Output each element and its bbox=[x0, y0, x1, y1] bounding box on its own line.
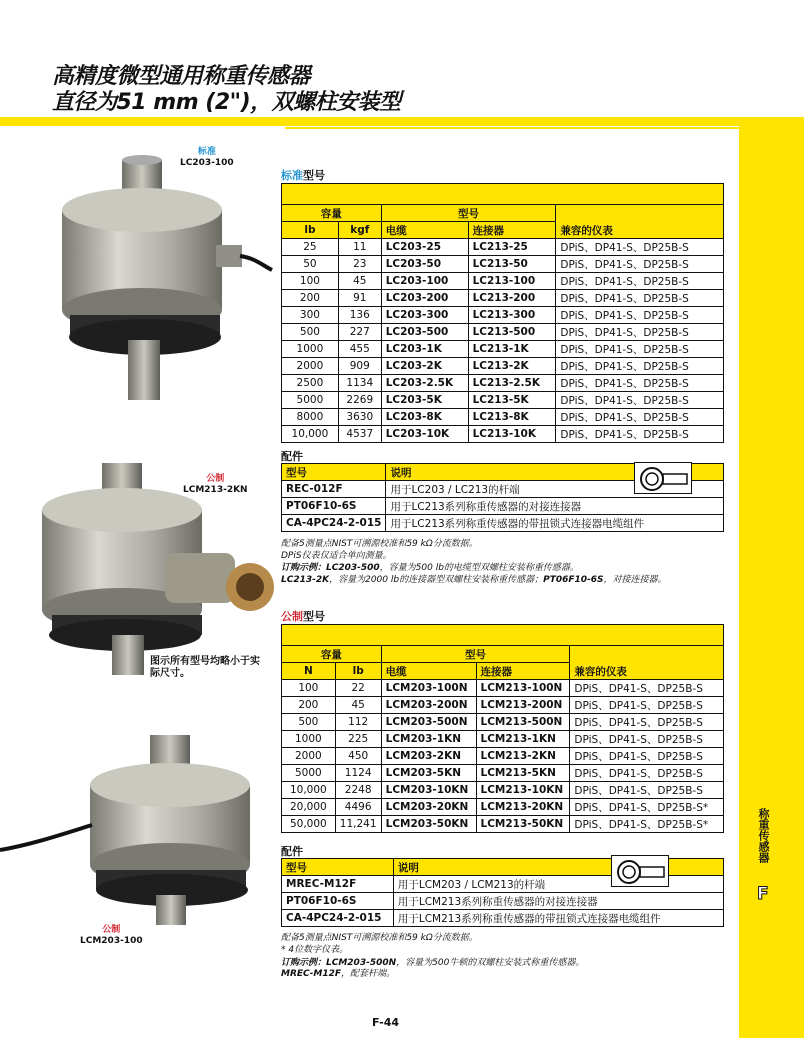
cell-connector-model: LCM213-20KN bbox=[476, 799, 570, 816]
cell-cable-model: LC203-500 bbox=[381, 324, 468, 341]
table-row bbox=[282, 290, 724, 307]
col-connector: 连接器 bbox=[468, 222, 556, 239]
cell-capacity-a: 25 bbox=[282, 239, 339, 256]
col-model: 型号 bbox=[381, 646, 570, 663]
yellow-underline bbox=[285, 127, 739, 129]
cell-cable-model: LC203-5K bbox=[381, 392, 468, 409]
cell-connector-model: LCM213-100N bbox=[476, 680, 570, 697]
accessory-row bbox=[282, 893, 724, 910]
cell-cable-model: LC203-1K bbox=[381, 341, 468, 358]
table-header-spacer bbox=[282, 184, 724, 205]
image-model-2: LCM213-2KN bbox=[183, 485, 248, 495]
cell-capacity-a: 10,000 bbox=[282, 782, 336, 799]
side-section-label: 称重传感器 bbox=[757, 808, 770, 863]
cell-compatible-meters: DPiS、DP41-S、DP25B-S bbox=[556, 324, 724, 341]
cell-compatible-meters: DPiS、DP41-S、DP25B-S bbox=[556, 290, 724, 307]
image-model-1: LC203-100 bbox=[180, 158, 234, 168]
accessory-row bbox=[282, 910, 724, 927]
yellow-side-strip bbox=[739, 126, 804, 1038]
cell-capacity-b: 112 bbox=[335, 714, 381, 731]
standard-accessories-title: 配件 bbox=[281, 450, 303, 463]
cell-compatible-meters: DPiS、DP41-S、DP25B-S bbox=[570, 748, 724, 765]
table-header-spacer bbox=[282, 625, 724, 646]
cell-capacity-b: 1124 bbox=[335, 765, 381, 782]
cell-compatible-meters: DPiS、DP41-S、DP25B-S bbox=[570, 697, 724, 714]
cell-cable-model: LC203-50 bbox=[381, 256, 468, 273]
cell-connector-model: LC213-8K bbox=[468, 409, 556, 426]
metric-section-title bbox=[281, 608, 325, 624]
image-tag-standard: 标准 bbox=[197, 147, 216, 157]
cell-connector-model: LCM213-2KN bbox=[476, 748, 570, 765]
metric-accessories-title: 配件 bbox=[281, 845, 303, 858]
cell-capacity-b: 11 bbox=[338, 239, 381, 256]
cell-compatible-meters: DPiS、DP41-S、DP25B-S* bbox=[570, 816, 724, 833]
col-meters: 兼容的仪表 bbox=[556, 205, 724, 239]
metric-note-3: 订购示例：LCM203-500N，容量为500牛顿的双螺柱安装式称重传感器。 bbox=[281, 958, 585, 968]
yellow-header-band bbox=[0, 117, 804, 126]
page-title-line1: 高精度微型通用称重传感器 bbox=[52, 64, 311, 89]
table-row bbox=[282, 748, 724, 765]
table-row bbox=[282, 799, 724, 816]
standard-note-2: DPiS仪表仅适合单向测量。 bbox=[281, 551, 392, 561]
accessory-description: 用于LCM213系列称重传感器的对接连接器 bbox=[393, 893, 723, 910]
cell-cable-model: LC203-100 bbox=[381, 273, 468, 290]
accessory-model: CA-4PC24-2-015 bbox=[282, 515, 386, 532]
table-row bbox=[282, 714, 724, 731]
image-model-3: LCM203-100 bbox=[80, 936, 143, 946]
table-row bbox=[282, 358, 724, 375]
standard-section-title bbox=[281, 167, 325, 183]
cell-compatible-meters: DPiS、DP41-S、DP25B-S bbox=[556, 256, 724, 273]
accessory-description: 用于LC203 / LC213的杆端 bbox=[386, 481, 724, 498]
cell-cable-model: LCM203-100N bbox=[381, 680, 476, 697]
cell-capacity-a: 300 bbox=[282, 307, 339, 324]
metric-note-2: * 4位数字仪表。 bbox=[281, 945, 349, 955]
cell-cable-model: LC203-200 bbox=[381, 290, 468, 307]
cell-compatible-meters: DPiS、DP41-S、DP25B-S bbox=[570, 765, 724, 782]
standard-note-3: 订购示例：LC203-500，容量为500 lb的电缆型双螺柱安装称重传感器。 bbox=[281, 563, 579, 573]
standard-note-1: 配备5测量点NIST可溯源校准和59 kΩ分流数据。 bbox=[281, 539, 478, 549]
accessory-row bbox=[282, 515, 724, 532]
table-row bbox=[282, 256, 724, 273]
cell-cable-model: LCM203-5KN bbox=[381, 765, 476, 782]
cell-capacity-b: 450 bbox=[335, 748, 381, 765]
cell-connector-model: LCM213-5KN bbox=[476, 765, 570, 782]
table-row bbox=[282, 239, 724, 256]
cell-connector-model: LC213-50 bbox=[468, 256, 556, 273]
cell-compatible-meters: DPiS、DP41-S、DP25B-S bbox=[556, 358, 724, 375]
cell-capacity-a: 100 bbox=[282, 680, 336, 697]
table-row bbox=[282, 375, 724, 392]
table-row bbox=[282, 307, 724, 324]
table-row bbox=[282, 341, 724, 358]
table-row bbox=[282, 731, 724, 748]
table-row bbox=[282, 765, 724, 782]
cell-compatible-meters: DPiS、DP41-S、DP25B-S bbox=[556, 426, 724, 443]
cell-capacity-b: 45 bbox=[338, 273, 381, 290]
table-row bbox=[282, 324, 724, 341]
cell-cable-model: LCM203-1KN bbox=[381, 731, 476, 748]
acc-col-desc: 说明 bbox=[393, 859, 723, 876]
cell-cable-model: LC203-10K bbox=[381, 426, 468, 443]
cell-compatible-meters: DPiS、DP41-S、DP25B-S bbox=[556, 307, 724, 324]
cell-capacity-b: 455 bbox=[338, 341, 381, 358]
cell-capacity-a: 50,000 bbox=[282, 816, 336, 833]
cell-cable-model: LCM203-50KN bbox=[381, 816, 476, 833]
cell-cable-model: LCM203-500N bbox=[381, 714, 476, 731]
cell-cable-model: LCM203-20KN bbox=[381, 799, 476, 816]
cell-connector-model: LC213-2.5K bbox=[468, 375, 556, 392]
acc-col-model: 型号 bbox=[282, 859, 394, 876]
cell-capacity-b: 1134 bbox=[338, 375, 381, 392]
col-capacity: 容量 bbox=[282, 205, 382, 222]
col-cable: 电缆 bbox=[381, 222, 468, 239]
cell-compatible-meters: DPiS、DP41-S、DP25B-S bbox=[570, 680, 724, 697]
accessory-description: 用于LC213系列称重传感器的对接连接器 bbox=[386, 498, 724, 515]
page-number: F-44 bbox=[372, 1016, 400, 1029]
cell-connector-model: LC213-25 bbox=[468, 239, 556, 256]
col-lb: lb bbox=[335, 663, 381, 680]
col-connector: 连接器 bbox=[476, 663, 570, 680]
cell-connector-model: LCM213-10KN bbox=[476, 782, 570, 799]
rod-end-icon bbox=[611, 855, 669, 887]
accessory-row bbox=[282, 498, 724, 515]
cell-capacity-a: 1000 bbox=[282, 341, 339, 358]
image-size-note: 图示所有型号均略小于实际尺寸。 bbox=[150, 656, 260, 679]
cell-compatible-meters: DPiS、DP41-S、DP25B-S bbox=[556, 273, 724, 290]
cell-connector-model: LCM213-50KN bbox=[476, 816, 570, 833]
cell-cable-model: LCM203-2KN bbox=[381, 748, 476, 765]
col-n: N bbox=[282, 663, 336, 680]
cell-connector-model: LCM213-1KN bbox=[476, 731, 570, 748]
cell-compatible-meters: DPiS、DP41-S、DP25B-S bbox=[556, 341, 724, 358]
cell-capacity-a: 200 bbox=[282, 697, 336, 714]
table-row bbox=[282, 697, 724, 714]
cell-compatible-meters: DPiS、DP41-S、DP25B-S bbox=[570, 782, 724, 799]
image-tag-metric: 公制 bbox=[102, 925, 121, 935]
cell-connector-model: LC213-5K bbox=[468, 392, 556, 409]
cell-capacity-a: 10,000 bbox=[282, 426, 339, 443]
cell-connector-model: LC213-10K bbox=[468, 426, 556, 443]
rod-end-icon bbox=[634, 462, 692, 494]
acc-col-desc: 说明 bbox=[386, 464, 724, 481]
cell-cable-model: LCM203-200N bbox=[381, 697, 476, 714]
cell-capacity-b: 91 bbox=[338, 290, 381, 307]
cell-capacity-a: 100 bbox=[282, 273, 339, 290]
cell-capacity-a: 2000 bbox=[282, 748, 336, 765]
accessory-model: REC-012F bbox=[282, 481, 386, 498]
metric-note-4: MREC-M12F，配套杆端。 bbox=[281, 969, 396, 979]
cell-connector-model: LC213-300 bbox=[468, 307, 556, 324]
metric-note-1: 配备5测量点NIST可溯源校准和59 kΩ分流数据。 bbox=[281, 933, 478, 943]
col-capacity: 容量 bbox=[282, 646, 382, 663]
cell-cable-model: LC203-300 bbox=[381, 307, 468, 324]
cell-capacity-b: 225 bbox=[335, 731, 381, 748]
cell-capacity-b: 4496 bbox=[335, 799, 381, 816]
cell-cable-model: LC203-2K bbox=[381, 358, 468, 375]
cell-connector-model: LC213-200 bbox=[468, 290, 556, 307]
cell-compatible-meters: DPiS、DP41-S、DP25B-S bbox=[556, 409, 724, 426]
accessory-model: CA-4PC24-2-015 bbox=[282, 910, 394, 927]
cell-connector-model: LC213-500 bbox=[468, 324, 556, 341]
cell-connector-model: LC213-2K bbox=[468, 358, 556, 375]
cell-capacity-a: 2500 bbox=[282, 375, 339, 392]
side-section-letter: F bbox=[757, 884, 769, 904]
standard-note-4: LC213-2K，容量为2000 lb的连接器型双螺柱安装称重传感器；PT06F10-6S，对接连接器。 bbox=[281, 575, 667, 585]
col-model: 型号 bbox=[381, 205, 556, 222]
cell-capacity-b: 2248 bbox=[335, 782, 381, 799]
table-row bbox=[282, 680, 724, 697]
cell-capacity-b: 22 bbox=[335, 680, 381, 697]
cell-capacity-b: 11,241 bbox=[335, 816, 381, 833]
cell-cable-model: LC203-8K bbox=[381, 409, 468, 426]
metric-title-rest: 型号 bbox=[303, 610, 325, 623]
cell-capacity-a: 2000 bbox=[282, 358, 339, 375]
standard-title-rest: 型号 bbox=[303, 169, 325, 182]
cell-cable-model: LC203-2.5K bbox=[381, 375, 468, 392]
cell-capacity-a: 5000 bbox=[282, 765, 336, 782]
cell-compatible-meters: DPiS、DP41-S、DP25B-S bbox=[556, 239, 724, 256]
standard-title-colored: 标准 bbox=[281, 169, 303, 182]
load-cell-image-2 bbox=[30, 455, 290, 685]
cell-capacity-a: 500 bbox=[282, 714, 336, 731]
standard-models-table bbox=[281, 183, 724, 443]
cell-capacity-a: 8000 bbox=[282, 409, 339, 426]
cell-capacity-a: 1000 bbox=[282, 731, 336, 748]
page-title-line2: 直径为51 mm (2")，双螺柱安装型 bbox=[52, 90, 401, 115]
cell-compatible-meters: DPiS、DP41-S、DP25B-S bbox=[556, 375, 724, 392]
cell-cable-model: LC203-25 bbox=[381, 239, 468, 256]
cell-connector-model: LC213-100 bbox=[468, 273, 556, 290]
col-meters: 兼容的仪表 bbox=[570, 646, 724, 680]
col-kgf: kgf bbox=[338, 222, 381, 239]
cell-connector-model: LC213-1K bbox=[468, 341, 556, 358]
table-row bbox=[282, 426, 724, 443]
table-row bbox=[282, 273, 724, 290]
accessory-description: 用于LCM213系列称重传感器的带扭锁式连接器电缆组件 bbox=[393, 910, 723, 927]
accessory-model: MREC-M12F bbox=[282, 876, 394, 893]
metric-title-colored: 公制 bbox=[281, 610, 303, 623]
cell-compatible-meters: DPiS、DP41-S、DP25B-S* bbox=[570, 799, 724, 816]
cell-compatible-meters: DPiS、DP41-S、DP25B-S bbox=[556, 392, 724, 409]
cell-cable-model: LCM203-10KN bbox=[381, 782, 476, 799]
accessory-model: PT06F10-6S bbox=[282, 893, 394, 910]
col-lb: lb bbox=[282, 222, 339, 239]
accessory-description: 用于LCM203 / LCM213的杆端 bbox=[393, 876, 723, 893]
cell-capacity-b: 23 bbox=[338, 256, 381, 273]
cell-connector-model: LCM213-500N bbox=[476, 714, 570, 731]
cell-capacity-a: 500 bbox=[282, 324, 339, 341]
cell-connector-model: LCM213-200N bbox=[476, 697, 570, 714]
accessory-description: 用于LC213系列称重传感器的带扭锁式连接器电缆组件 bbox=[386, 515, 724, 532]
image-tag-metric: 公制 bbox=[206, 474, 225, 484]
cell-capacity-a: 200 bbox=[282, 290, 339, 307]
metric-models-table bbox=[281, 624, 724, 833]
cell-compatible-meters: DPiS、DP41-S、DP25B-S bbox=[570, 731, 724, 748]
cell-compatible-meters: DPiS、DP41-S、DP25B-S bbox=[570, 714, 724, 731]
load-cell-image-3 bbox=[0, 730, 260, 930]
accessory-model: PT06F10-6S bbox=[282, 498, 386, 515]
table-row bbox=[282, 816, 724, 833]
cell-capacity-b: 3630 bbox=[338, 409, 381, 426]
cell-capacity-b: 45 bbox=[335, 697, 381, 714]
cell-capacity-b: 2269 bbox=[338, 392, 381, 409]
cell-capacity-b: 909 bbox=[338, 358, 381, 375]
cell-capacity-b: 136 bbox=[338, 307, 381, 324]
cell-capacity-b: 4537 bbox=[338, 426, 381, 443]
table-row bbox=[282, 782, 724, 799]
table-row bbox=[282, 392, 724, 409]
table-row bbox=[282, 409, 724, 426]
acc-col-model: 型号 bbox=[282, 464, 386, 481]
cell-capacity-a: 20,000 bbox=[282, 799, 336, 816]
load-cell-image-1 bbox=[30, 150, 290, 420]
col-cable: 电缆 bbox=[381, 663, 476, 680]
cell-capacity-a: 5000 bbox=[282, 392, 339, 409]
cell-capacity-b: 227 bbox=[338, 324, 381, 341]
cell-capacity-a: 50 bbox=[282, 256, 339, 273]
